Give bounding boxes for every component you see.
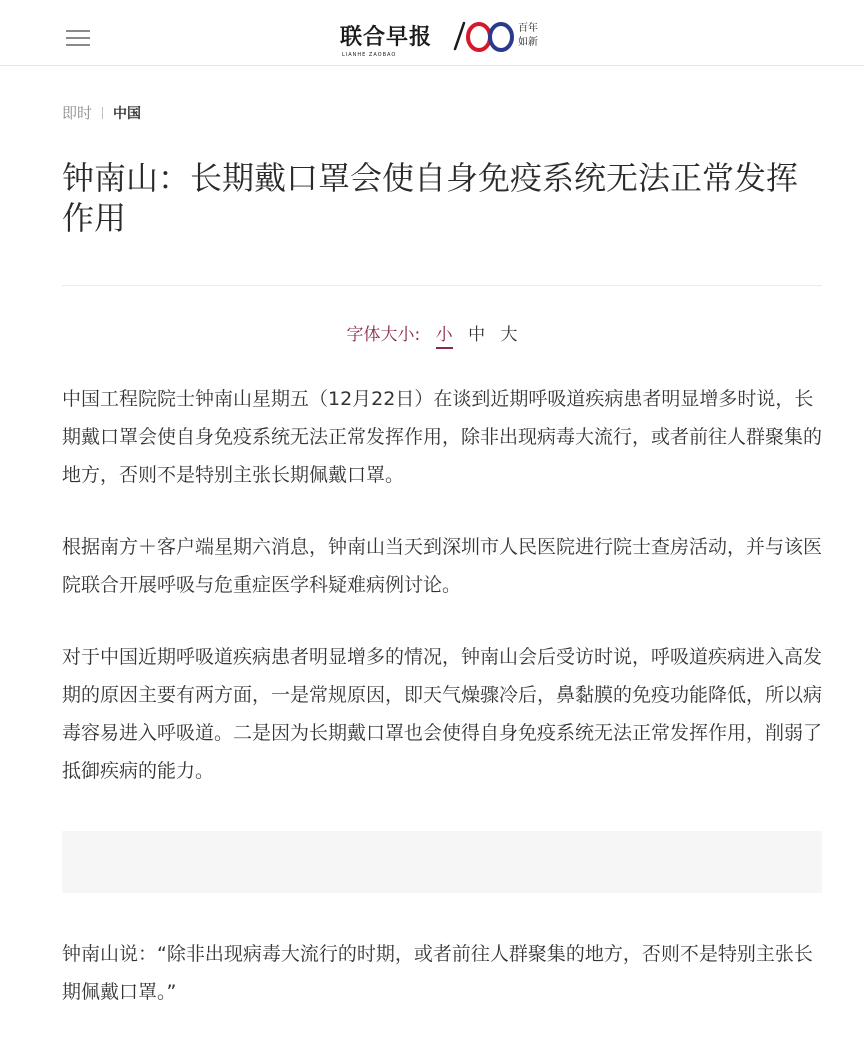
logo-tagline [518,22,538,50]
menu-icon-bar [66,37,90,39]
font-size-selector [0,320,864,349]
ad-placeholder [62,831,822,893]
article-title: 钟南山：长期戴口罩会使自身免疫系统无法正常发挥作用 [62,159,799,237]
menu-icon-bar [66,44,90,46]
font-size-label: 字体大小: [346,325,421,345]
logo-tagline-line2: 如新 [518,37,538,48]
breadcrumb-section-link[interactable]: 即时 [62,104,93,122]
site-header [0,0,864,66]
font-size-small-option[interactable]: 小 [436,320,453,349]
menu-icon-bar [66,30,90,32]
article-paragraph: 中国工程院院士钟南山星期五（12月22日）在谈到近期呼吸道疾病患者明显增多时说，长期戴口罩会使自身免疫系统无法正常发挥作用，除非出现病毒大流行，或者前往人群聚集的地方，否则不是特别主张长期佩戴口罩。 [62,388,823,486]
title-divider [62,285,822,286]
font-size-large-option[interactable]: 大 [500,325,518,345]
site-logo[interactable] [340,16,546,60]
article-paragraph: 根据南方＋客户端星期六消息，钟南山当天到深圳市人民医院进行院士查房活动，并与该医院联合开展呼吸与危重症医学科疑难病例讨论。 [62,536,823,596]
logo-chinese-name: 联合早报 [340,24,433,50]
article-paragraph: 钟南山说：“除非出现病毒大流行的时期，或者前往人群聚集的地方，否则不是特别主张长期佩戴口罩。” [62,943,813,1003]
logo-tagline-line1: 百年 [518,23,538,34]
breadcrumb-separator [102,107,103,119]
breadcrumb-current-link[interactable]: 中国 [113,106,142,122]
article-paragraph: 对于中国近期呼吸道疾病患者明显增多的情况，钟南山会后受访时说，呼吸道疾病进入高发期的原因主要有两方面，一是常规原因，即天气燥骤冷后，鼻黏膜的免疫功能降低，所以病毒容易进入呼吸道。二是因为长期戴口罩也会使得自身免疫系统无法正常发挥作用，削弱了抵御疾病的能力。 [62,646,823,782]
logo-english-name: LIANHE ZAOBAO [342,52,397,58]
breadcrumb [62,102,141,123]
centenary-100-icon [447,19,517,53]
menu-button[interactable] [66,28,92,50]
font-size-medium-option[interactable]: 中 [468,325,486,345]
